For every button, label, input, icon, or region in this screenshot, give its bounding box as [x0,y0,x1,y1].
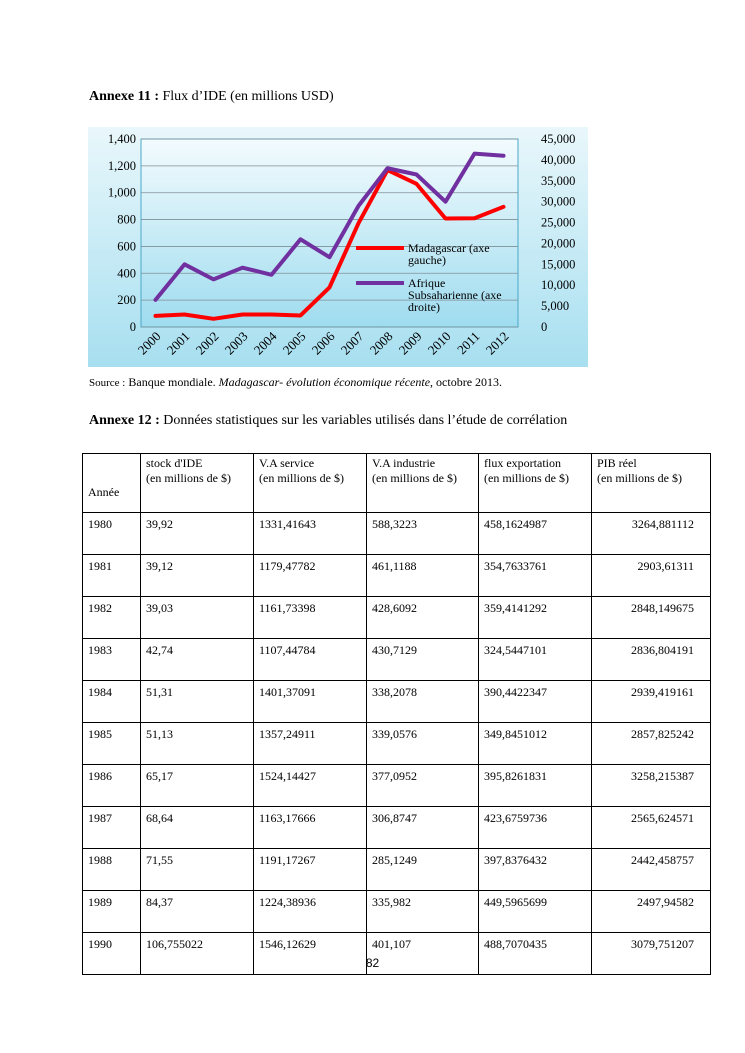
table-row [83,597,711,639]
y-right-tick-label: 5,000 [541,299,570,314]
table-cell: 1107,44784 [254,639,367,681]
header-line2: (en millions de $) [259,471,344,485]
annex-12-title: Données statistiques sur les variables utilisés dans l’étude de corrélation [163,413,568,428]
data-point [212,278,215,281]
y-left-tick-label: 800 [117,212,136,227]
table-cell: 42,74 [141,639,254,681]
header-line2: Année [88,485,120,499]
table-cell: 1191,17267 [254,849,367,891]
table-row [83,849,711,891]
legend-label: Afrique [408,276,446,290]
table-row [83,681,711,723]
table-row [83,639,711,681]
statistics-table [82,453,711,975]
table-cell: 2903,61311 [592,555,711,597]
header-stock-ide [141,454,254,513]
table-cell: 1981 [83,555,141,597]
x-tick-label: 2001 [163,328,193,358]
y-left-tick-label: 1,000 [107,185,136,200]
table-cell: 65,17 [141,765,254,807]
annex-11-title: Flux d’IDE (en millions USD) [162,89,334,104]
header-line2: (en millions de $) [597,471,682,485]
table-cell: 84,37 [141,891,254,933]
header-line1: flux exportation [484,456,561,470]
table-cell: 51,31 [141,681,254,723]
table-cell: 1985 [83,723,141,765]
x-tick-label: 2005 [279,328,309,358]
table-cell: 1163,17666 [254,807,367,849]
table-cell: 2497,94582 [592,891,711,933]
y-right-tick-label: 35,000 [541,173,576,188]
table-header-row [83,454,711,513]
data-point [299,238,302,241]
x-tick-label: 2006 [308,328,338,358]
ide-flow-chart [88,127,588,367]
x-tick-label: 2008 [366,328,396,358]
y-right-tick-label: 10,000 [541,278,576,293]
table-cell: 1984 [83,681,141,723]
table-cell: 1179,47782 [254,555,367,597]
x-tick-label: 2003 [221,328,251,358]
data-point [357,204,360,207]
header-line2: (en millions de $) [146,471,231,485]
legend-label: droite) [408,300,440,314]
header-line1: PIB réel [597,456,637,470]
table-cell: 71,55 [141,849,254,891]
table-cell: 338,2078 [367,681,479,723]
table-cell: 1980 [83,513,141,555]
data-point [386,167,389,170]
table-cell: 430,7129 [367,639,479,681]
table-cell: 1990 [83,933,141,975]
table-cell: 461,1188 [367,555,479,597]
y-left-tick-label: 600 [117,239,136,254]
table-cell: 1987 [83,807,141,849]
table-row [83,891,711,933]
chart-svg [88,127,588,367]
data-point [241,313,244,316]
x-tick-label: 2007 [337,328,367,358]
source-title: Madagascar- évolution économique récente [218,375,431,389]
table-cell: 1988 [83,849,141,891]
header-year [83,454,141,513]
table-cell: 1524,14427 [254,765,367,807]
y-right-tick-label: 15,000 [541,257,576,272]
header-va-service [254,454,367,513]
data-point [444,200,447,203]
header-line1: stock d'IDE [146,456,203,470]
x-tick-label: 2000 [134,328,164,358]
data-point [415,182,418,185]
data-point [270,313,273,316]
table-cell: 1331,41643 [254,513,367,555]
table-cell: 377,0952 [367,765,479,807]
source-text: Banque mondiale. [128,375,216,389]
data-point [183,313,186,316]
table-cell: 2836,804191 [592,639,711,681]
table-cell: 359,4141292 [479,597,592,639]
table-cell: 285,1249 [367,849,479,891]
table-cell: 306,8747 [367,807,479,849]
table-cell: 428,6092 [367,597,479,639]
table-cell: 390,4422347 [479,681,592,723]
table-cell: 2565,624571 [592,807,711,849]
table-cell: 335,982 [367,891,479,933]
table-cell: 458,1624987 [479,513,592,555]
table-cell: 397,8376432 [479,849,592,891]
data-point [299,314,302,317]
table-cell: 39,03 [141,597,254,639]
table-cell: 39,92 [141,513,254,555]
header-pib-reel [592,454,711,513]
y-left-tick-label: 200 [117,293,136,308]
data-point [502,154,505,157]
annex-11-heading [89,89,334,105]
table-cell: 1546,12629 [254,933,367,975]
table-cell: 1224,38936 [254,891,367,933]
data-point [473,217,476,220]
table-cell: 588,3223 [367,513,479,555]
data-point [270,273,273,276]
data-point [357,222,360,225]
data-point [154,314,157,317]
table-cell: 401,107 [367,933,479,975]
table-cell: 2857,825242 [592,723,711,765]
annex-11-label: Annexe 11 : [89,89,159,104]
table-cell: 68,64 [141,807,254,849]
data-point [444,217,447,220]
table-row [83,513,711,555]
y-right-tick-label: 20,000 [541,236,576,251]
table-row [83,555,711,597]
data-point [502,205,505,208]
header-line1: V.A industrie [372,456,436,470]
y-right-tick-label: 25,000 [541,215,576,230]
data-point [415,173,418,176]
table-cell: 1982 [83,597,141,639]
table-cell: 395,8261831 [479,765,592,807]
table-cell: 1986 [83,765,141,807]
data-point [183,263,186,266]
y-left-tick-label: 0 [129,320,136,334]
legend-label: Madagascar (axe [408,241,490,255]
data-point [473,152,476,155]
table-body [83,513,711,975]
table-row [83,807,711,849]
table-cell: 2442,458757 [592,849,711,891]
header-line2: (en millions de $) [484,471,569,485]
y-left-tick-label: 1,400 [107,132,136,146]
annex-12-label: Annexe 12 : [89,413,160,428]
table-cell: 2939,419161 [592,681,711,723]
x-tick-label: 2009 [395,328,425,358]
table-cell: 324,5447101 [479,639,592,681]
table-row [83,723,711,765]
table-cell: 51,13 [141,723,254,765]
y-left-tick-label: 1,200 [107,158,136,173]
source-label: Source : [89,377,126,389]
annex-12-heading [89,413,567,429]
legend-label: Subsaharienne (axe [408,288,502,302]
header-line1: V.A service [259,456,315,470]
x-tick-label: 2012 [482,328,512,358]
y-right-tick-label: 40,000 [541,152,576,167]
table-cell: 2848,149675 [592,597,711,639]
data-point [241,266,244,269]
table-row [83,765,711,807]
x-tick-label: 2010 [424,328,454,358]
source-tail: , octobre 2013. [430,375,503,389]
x-tick-label: 2004 [250,328,280,358]
data-point [154,298,157,301]
data-point [328,256,331,259]
table-cell: 449,5965699 [479,891,592,933]
table-cell: 423,6759736 [479,807,592,849]
table-cell: 339,0576 [367,723,479,765]
y-right-tick-label: 0 [541,320,548,334]
table-cell: 1401,37091 [254,681,367,723]
y-right-tick-label: 45,000 [541,132,576,146]
y-right-tick-label: 30,000 [541,194,576,209]
data-point [212,317,215,320]
header-line2: (en millions de $) [372,471,457,485]
table-cell: 1989 [83,891,141,933]
header-va-industrie [367,454,479,513]
data-point [328,286,331,289]
table-cell: 3264,881112 [592,513,711,555]
legend-label: gauche) [408,253,446,267]
source-note [89,375,502,390]
table-cell: 3079,751207 [592,933,711,975]
table-cell: 39,12 [141,555,254,597]
x-tick-label: 2002 [192,328,222,358]
x-tick-label: 2011 [453,328,483,358]
table-cell: 106,755022 [141,933,254,975]
table-cell: 1983 [83,639,141,681]
table-cell: 349,8451012 [479,723,592,765]
page-number: 82 [365,956,380,970]
header-flux-exportation [479,454,592,513]
table-cell: 3258,215387 [592,765,711,807]
y-left-tick-label: 400 [117,266,136,281]
table-cell: 354,7633761 [479,555,592,597]
table-cell: 488,7070435 [479,933,592,975]
table-cell: 1161,73398 [254,597,367,639]
table-cell: 1357,24911 [254,723,367,765]
